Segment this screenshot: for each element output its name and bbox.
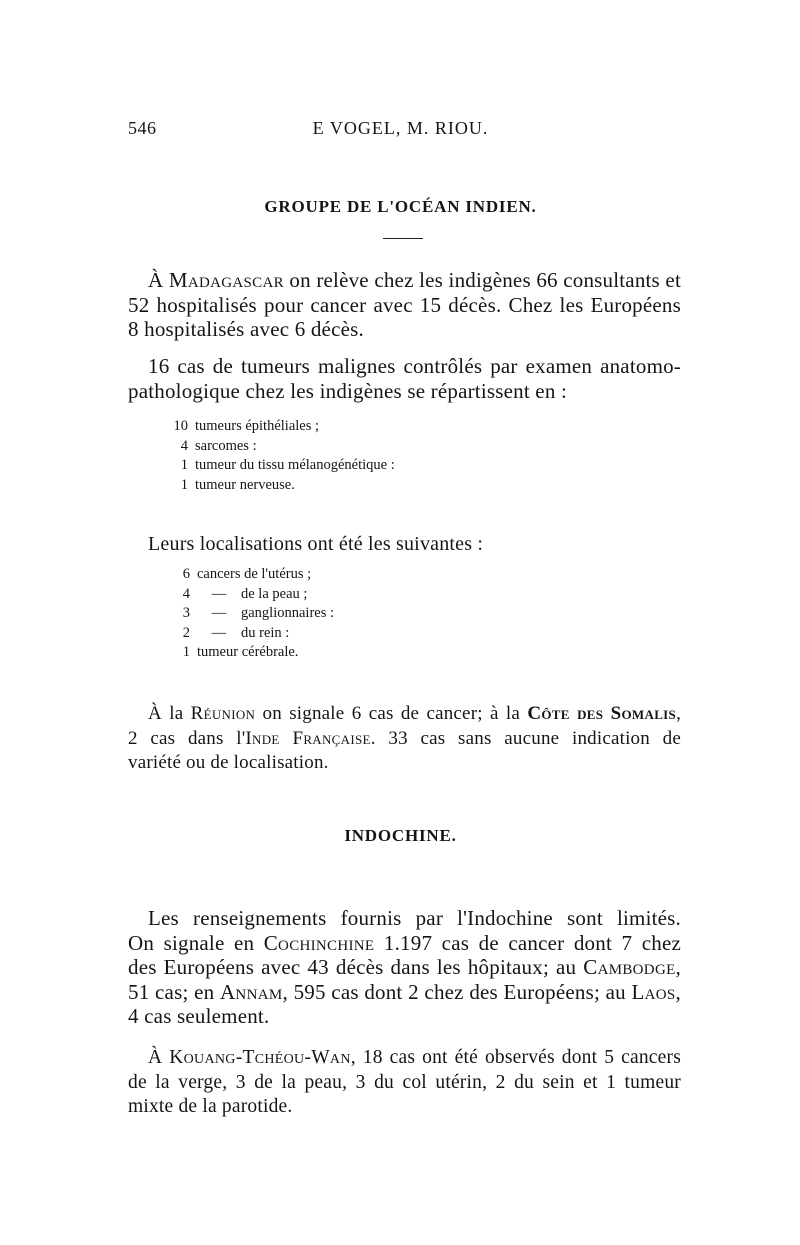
running-title: E VOGEL, M. RIOU. bbox=[312, 118, 489, 138]
list-item: 3 — ganglionnaires : bbox=[182, 605, 335, 621]
section-heading-ocean-indien: GROUPE DE L'OCÉAN INDIEN. bbox=[264, 197, 537, 216]
paragraph-reunion bbox=[128, 702, 681, 776]
list-item: 1 tumeur cérébrale. bbox=[182, 644, 299, 660]
place-name: Annam bbox=[219, 979, 283, 1004]
place-name: Kouang-Tchéou-Wan bbox=[169, 1047, 351, 1068]
paragraph-localisations bbox=[148, 532, 548, 557]
list-item: 10 tumeurs épithéliales ; bbox=[173, 418, 320, 434]
text-line: 52 hospitalisés pour cancer avec 15 décès. Chez les Européens bbox=[128, 292, 681, 317]
text-line: de la verge, 3 de la peau, 3 du col utérin, 2 du sein et 1 tumeur bbox=[128, 1071, 681, 1093]
text-line: À Kouang-Tchéou-Wan, 18 cas ont été observés dont 5 cancers bbox=[148, 1047, 681, 1068]
paragraph-kouang-tcheou-wan bbox=[128, 1046, 681, 1120]
paragraph-madagascar bbox=[128, 268, 681, 342]
text-line: À Madagascar on relève chez les indigènes 66 consultants et bbox=[148, 268, 681, 292]
text-line: 51 cas; en Annam, 595 cas dont 2 chez des Européens; au Laos, bbox=[128, 979, 681, 1004]
heading-rule bbox=[383, 238, 423, 239]
place-name: Réunion bbox=[190, 703, 256, 724]
text-line: 2 cas dans l'Inde Française. 33 cas sans aucune indication de bbox=[128, 727, 681, 749]
text-line: On signale en Cochinchine 1.197 cas de cancer dont 7 chez bbox=[128, 930, 682, 955]
paragraph-indochine bbox=[128, 906, 681, 1029]
tumor-type-list bbox=[172, 418, 395, 496]
place-name: Cambodge bbox=[583, 955, 676, 979]
text-line: pathologique chez les indigènes se répartissent en : bbox=[128, 378, 568, 403]
section-heading-indochine: INDOCHINE. bbox=[344, 826, 457, 845]
text-line: 16 cas de tumeurs malignes contrôlés par examen anatomo- bbox=[148, 354, 681, 378]
text-line: 4 cas seulement. bbox=[128, 1004, 270, 1028]
place-name: Madagascar bbox=[168, 268, 284, 292]
place-name: Laos bbox=[631, 979, 676, 1004]
text-line: mixte de la parotide. bbox=[128, 1096, 293, 1117]
running-head bbox=[128, 118, 673, 144]
place-name: Inde Française bbox=[245, 727, 371, 749]
list-item: 1 tumeur nerveuse. bbox=[180, 476, 295, 493]
place-name: Cochinchine bbox=[263, 930, 375, 955]
localisation-list bbox=[178, 566, 334, 664]
paragraph-tumeurs bbox=[128, 354, 681, 403]
text-line: À la Réunion on signale 6 cas de cancer; à la Côte des Somalis, bbox=[148, 703, 682, 724]
text-line: des Européens avec 43 décès dans les hôpitaux; au Cambodge, bbox=[128, 955, 681, 979]
text-line: variété ou de localisation. bbox=[128, 752, 329, 773]
page-number: 546 bbox=[128, 118, 157, 138]
list-item: 1 tumeur du tissu mélanogénétique : bbox=[180, 457, 395, 473]
list-item: 2 — du rein : bbox=[182, 624, 290, 641]
list-item: 4 — de la peau ; bbox=[182, 585, 308, 602]
list-item: 6 cancers de l'utérus ; bbox=[182, 566, 312, 582]
place-name: Côte des Somalis bbox=[527, 703, 677, 724]
text-line: Les renseignements fournis par l'Indochine sont limités. bbox=[148, 906, 681, 930]
text-line: Leurs localisations ont été les suivantes : bbox=[148, 533, 484, 555]
list-item: 4 sarcomes : bbox=[180, 437, 257, 454]
text-line: 8 hospitalisés avec 6 décès. bbox=[128, 317, 364, 341]
